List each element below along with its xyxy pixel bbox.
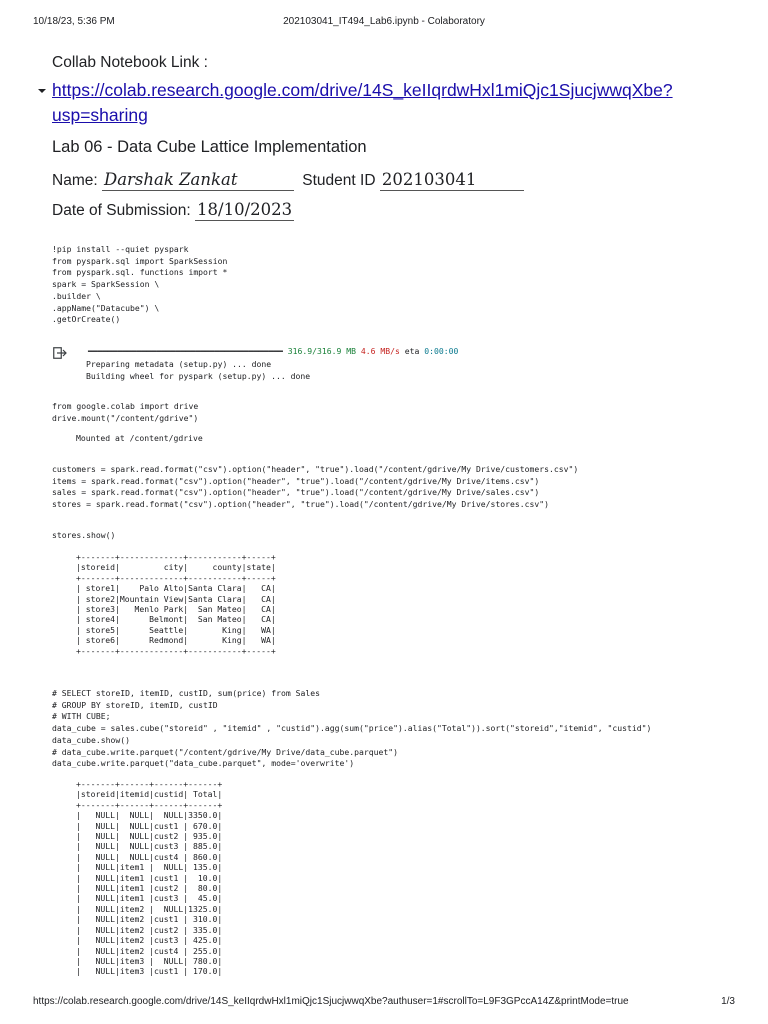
collab-link-label: Collab Notebook Link : bbox=[52, 54, 208, 71]
name-label: Name: bbox=[52, 172, 98, 189]
notebook-link-line2[interactable]: usp=sharing bbox=[52, 105, 148, 125]
print-datetime: 10/18/23, 5:36 PM bbox=[33, 16, 115, 27]
output-arrow-icon[interactable] bbox=[53, 347, 67, 359]
install-progress-line bbox=[88, 346, 458, 356]
install-code-cell[interactable]: !pip install --quiet pyspark from pyspark.sql import SparkSession from pyspark.sql. functions import * spark = SparkSession \ .builder \ .appName("Datacube") \ .getOrCreate() bbox=[52, 244, 228, 325]
page-number: 1/3 bbox=[721, 996, 735, 1007]
cube-table-output: +-------+------+------+------+ |storeid|itemid|custid| Total| +-------+------+------+------+ | NULL| NULL| NULL|3350.0| | NULL| NULL|cust1 | 670.0| | NULL| NULL|cust2 | 935.0| | NULL| NULL|cust3 | 885.0| | NULL| NULL|cust4 | 860.0| | NULL|item1 | NULL| 135.0| | NULL|item1 |cust1 | 10.0| | NULL|item1 |cust2 | 80.0| | NULL|item1 |cust3 | 45.0| | NULL|item2 | NULL|1325.0| | NULL|item2 |cust1 | 310.0| | NULL|item2 |cust2 | 335.0| | NULL|item2 |cust3 | 425.0| | NULL|item2 |cust4 | 255.0| | NULL|item3 | NULL| 780.0| | NULL|item3 |cust1 | 170.0| bbox=[76, 779, 223, 977]
install-eta-label: eta bbox=[404, 346, 420, 356]
notebook-link[interactable] bbox=[52, 78, 742, 128]
name-value: Darshak Zankat bbox=[102, 170, 294, 191]
stores-table-output: +-------+-------------+-----------+-----+ |storeid| city| county|state| +-------+-------------+-----------+-----+ | store1| Palo Alto|Santa Clara| CA| | store2|Mountain View|Santa Clara| CA| | store3| Menlo Park| San Mateo| CA| | store4| Belmont| San Mateo| CA| | store5| Seattle| King| WA| | store6| Redmond| King| WA| +-------+-------------+-----------+-----+ bbox=[76, 552, 276, 656]
student-id-label: Student ID bbox=[302, 172, 376, 189]
date-label: Date of Submission: bbox=[52, 202, 191, 219]
notebook-link-line1[interactable]: https://colab.research.google.com/drive/14S_keIIqrdwHxl1miQjc1SjucjwwqXbe? bbox=[52, 80, 673, 100]
lab-title: Lab 06 - Data Cube Lattice Implementation bbox=[52, 138, 367, 156]
cube-code-cell[interactable]: # SELECT storeID, itemID, custID, sum(price) from Sales # GROUP BY storeID, itemID, custID # WITH CUBE; data_cube = sales.cube("storeid" , "itemid" , "custid").agg(sum("price").alias("Total")).sort("storeid","itemid", "custid") data_cube.show() # data_cube.write.parquet("/content/gdrive/My Drive/data_cube.parquet") data_cube.write.parquet("data_cube.parquet", mode='overwrite') bbox=[52, 688, 652, 769]
install-speed: 4.6 MB/s bbox=[360, 346, 400, 356]
date-value: 18/10/2023 bbox=[197, 200, 293, 219]
mount-code-cell[interactable]: from google.colab import drive drive.mount("/content/gdrive") bbox=[52, 401, 199, 423]
student-id-value: 202103041 bbox=[380, 170, 524, 191]
chevron-down-icon[interactable] bbox=[37, 86, 47, 96]
show-code-cell[interactable]: stores.show() bbox=[52, 530, 116, 540]
print-url: https://colab.research.google.com/drive/14S_keIIqrdwHxl1miQjc1SjucjwwqXbe?authuser=1#scrollTo=L9F3GPccA14Z&printMode=true bbox=[33, 996, 629, 1007]
name-row bbox=[52, 170, 524, 191]
install-output: Preparing metadata (setup.py) ... done Building wheel for pyspark (setup.py) ... done bbox=[86, 359, 311, 382]
date-row bbox=[52, 200, 294, 221]
install-eta: 0:00:00 bbox=[424, 346, 459, 356]
print-title: 202103041_IT494_Lab6.ipynb - Colaboratory bbox=[283, 16, 485, 27]
mount-output: Mounted at /content/gdrive bbox=[76, 433, 203, 443]
print-header bbox=[0, 16, 768, 30]
load-code-cell[interactable]: customers = spark.read.format("csv").option("header", "true").load("/content/gdrive/My Drive/customers.csv") items = spark.read.format("csv").option("header", "true").load("/content/gdrive/My Drive/items.csv") sales = spark.read.format("csv").option("header", "true").load("/content/gdrive/My Drive/sales.csv") stores = spark.read.format("csv").option("header", "true").load("/content/gdrive/My Drive/stores.csv") bbox=[52, 464, 579, 510]
install-progress-bar: ━━━━━━━━━━━━━━━━━━━━━━━━━━━━━━━━━━━━━━━━ bbox=[88, 346, 283, 356]
print-footer bbox=[0, 996, 768, 1010]
install-progress-amount: 316.9/316.9 MB bbox=[287, 346, 357, 356]
